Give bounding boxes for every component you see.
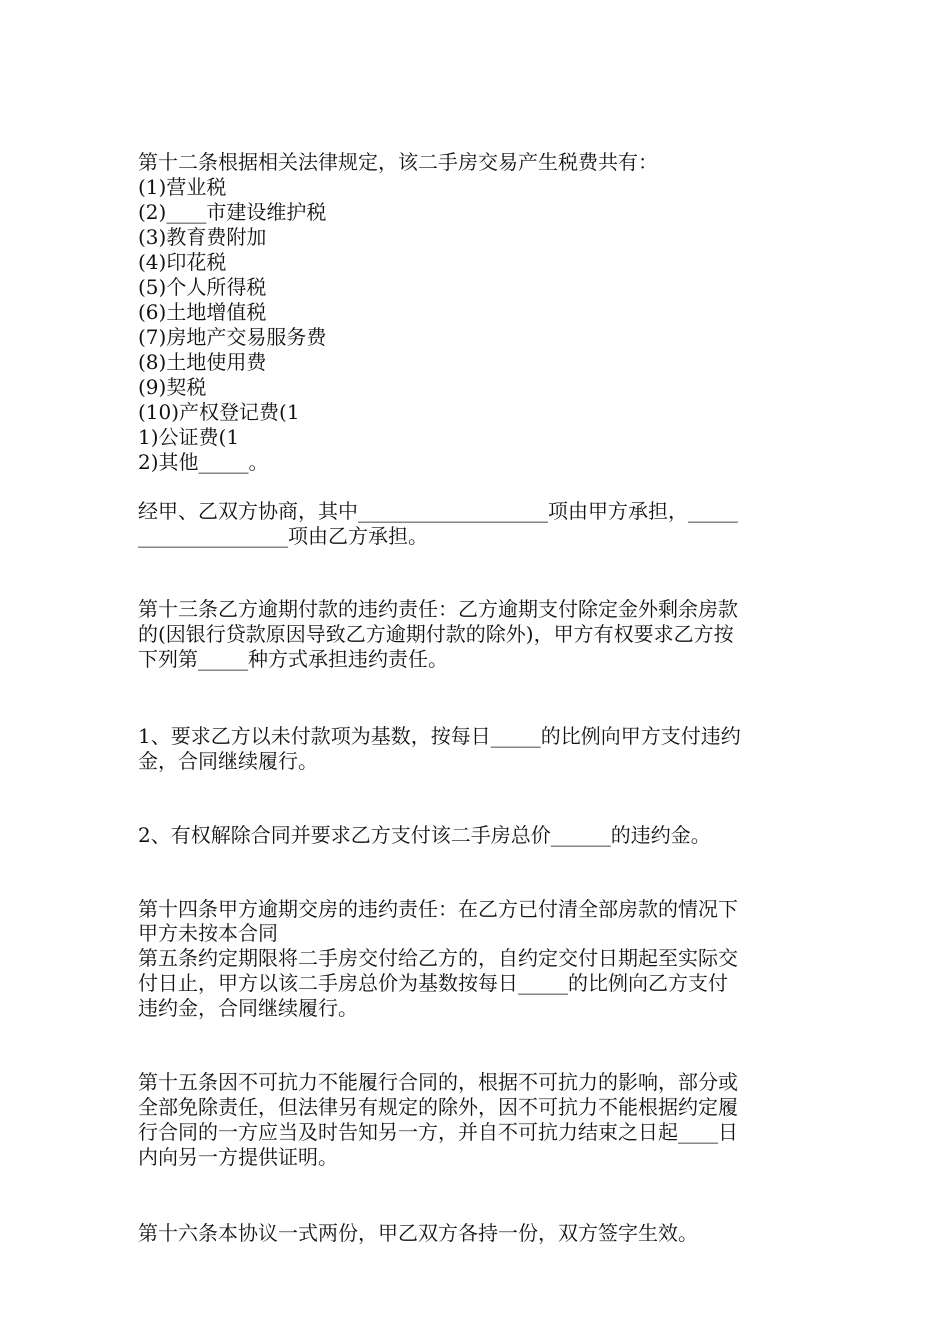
article-14-line: 付日止，甲方以该二手房总价为基数按每日_____的比例向乙方支付 <box>138 971 728 995</box>
article-14-line: 违约金，合同继续履行。 <box>138 996 358 1020</box>
article-16-line: 第十六条本协议一式两份，甲乙双方各持一份，双方签字生效。 <box>138 1221 698 1245</box>
tax-item: 1)公证费(1 <box>138 425 240 449</box>
tax-item: 2)其他_____。 <box>138 450 269 474</box>
article-15-line: 行合同的一方应当及时告知另一方，并自不可抗力结束之日起____日 <box>138 1120 738 1144</box>
article-14-line: 第十四条甲方逾期交房的违约责任：在乙方已付清全部房款的情况下 <box>138 897 738 921</box>
tax-item: (10)产权登记费(1 <box>138 400 300 424</box>
agreement-line: _______________项由乙方承担。 <box>138 524 428 548</box>
article-15-line: 内向另一方提供证明。 <box>138 1145 338 1169</box>
agreement-line: 经甲、乙双方协商，其中___________________项由甲方承担，_____ <box>138 499 738 523</box>
option-1-line: 1、要求乙方以未付款项为基数，按每日_____的比例向甲方支付违约 <box>138 724 741 748</box>
article-15-line: 第十五条因不可抗力不能履行合同的，根据不可抗力的影响，部分或 <box>138 1070 738 1094</box>
article-14-line: 第五条约定期限将二手房交付给乙方的，自约定交付日期起至实际交 <box>138 946 738 970</box>
article-12-intro: 第十二条根据相关法律规定，该二手房交易产生税费共有： <box>138 150 658 174</box>
tax-item: (3)教育费附加 <box>138 225 267 249</box>
tax-item: (9)契税 <box>138 375 207 399</box>
article-13-line: 的(因银行贷款原因导致乙方逾期付款的除外)，甲方有权要求乙方按 <box>138 622 734 646</box>
tax-item: (7)房地产交易服务费 <box>138 325 327 349</box>
tax-item: (5)个人所得税 <box>138 275 267 299</box>
article-14-line: 甲方未按本合同 <box>138 921 278 945</box>
article-13-line: 第十三条乙方逾期付款的违约责任：乙方逾期支付除定金外剩余房款 <box>138 597 738 621</box>
option-1-line: 金，合同继续履行。 <box>138 749 318 773</box>
option-2-line: 2、有权解除合同并要求乙方支付该二手房总价______的违约金。 <box>138 823 711 847</box>
tax-item: (2)____市建设维护税 <box>138 200 327 224</box>
tax-item: (6)土地增值税 <box>138 300 267 324</box>
tax-item: (4)印花税 <box>138 250 227 274</box>
tax-item: (1)营业税 <box>138 175 227 199</box>
article-15-line: 全部免除责任，但法律另有规定的除外，因不可抗力不能根据约定履 <box>138 1095 738 1119</box>
article-13-line: 下列第_____种方式承担违约责任。 <box>138 647 448 671</box>
tax-item: (8)土地使用费 <box>138 350 267 374</box>
